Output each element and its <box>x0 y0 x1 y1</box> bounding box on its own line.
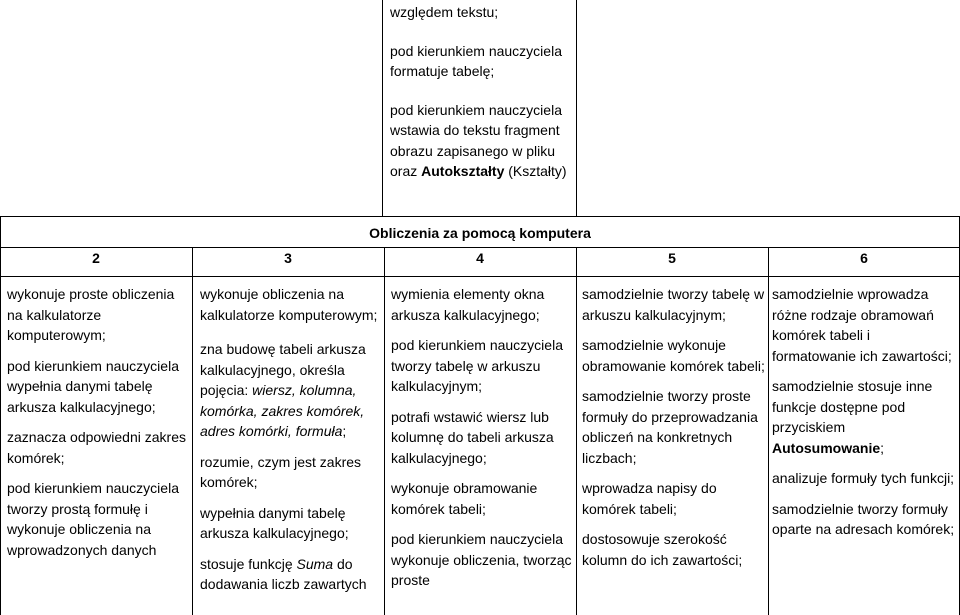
grid-line <box>768 247 769 615</box>
requirement-item: wykonuje proste obliczenia na kalkulatorze komputerowym; <box>7 286 175 343</box>
requirement-item: samodzielnie wykonuje obramowanie komórek tabeli; <box>582 337 765 374</box>
grid-line <box>0 247 960 248</box>
grid-line <box>0 216 1 615</box>
column-number: 2 <box>92 250 100 266</box>
requirement-item: samodzielnie tworzy tabelę w arkuszu kalkulacyjnym; <box>582 286 765 323</box>
grid-line <box>0 276 960 277</box>
requirement-item <box>200 554 380 595</box>
requirement-item: pod kierunkiem nauczyciela tworzy tabelę w arkuszu kalkulacyjnym; <box>391 337 563 394</box>
top-cell-text: pod kierunkiem nauczyciela wstawia do tekstu fragment obrazu zapisanego w pliku oraz <box>390 101 562 179</box>
column-number: 4 <box>476 250 484 266</box>
requirement-text: ; <box>342 423 347 439</box>
top-cell-paragraph: pod kierunkiem nauczyciela formatuje tabelę; <box>390 42 562 79</box>
top-cell <box>390 2 572 182</box>
requirement-text: ; <box>880 439 885 456</box>
requirement-item: pod kierunkiem nauczyciela wypełnia danymi tabelę arkusza kalkulacyjnego; <box>7 357 179 415</box>
grid-line <box>384 247 385 615</box>
requirement-italic-terms: wiersz, kolumna, komórka, zakres komórek, adres komórki, formuła <box>200 382 365 439</box>
requirement-item: wykonuje obramowanie komórek tabeli; <box>391 480 538 517</box>
requirement-item: pod kierunkiem nauczyciela wykonuje obliczenia, tworząc proste <box>391 531 572 588</box>
requirement-bold-term: Autosumowanie <box>772 439 881 456</box>
top-cell-paragraph <box>390 100 572 182</box>
requirement-item: samodzielnie tworzy formuły oparte na adresach komórek; <box>772 500 955 537</box>
requirement-item: samodzielnie tworzy proste formuły do przeprowadzania obliczeń na konkretnych liczbach; <box>582 388 758 466</box>
grid-line <box>576 0 577 216</box>
requirement-text: do dodawania liczb zawartych <box>200 555 367 592</box>
column-6-content <box>772 284 956 540</box>
requirement-item: analizuje formuły tych funkcji; <box>772 470 955 486</box>
grid-line <box>576 247 577 615</box>
column-5-content <box>582 284 766 570</box>
column-3-content <box>200 284 380 595</box>
requirement-item: wprowadza napisy do komórek tabeli; <box>582 480 717 517</box>
requirement-item: potrafi wstawić wiersz lub kolumnę do tabeli arkusza kalkulacyjnego; <box>391 408 554 466</box>
column-4-content <box>391 284 573 591</box>
requirement-item: pod kierunkiem nauczyciela tworzy prostą formułę i wykonuje obliczenia na wprowadzonych danych <box>7 480 179 558</box>
top-cell-bold-term: Autokształty <box>421 163 505 179</box>
grid-line <box>382 0 383 216</box>
requirement-item: zaznacza odpowiedni zakres komórek; <box>7 429 186 466</box>
grid-line <box>0 216 960 217</box>
requirement-item <box>772 376 956 458</box>
requirement-item: wypełnia danymi tabelę arkusza kalkulacyjnego; <box>200 504 349 541</box>
requirement-item: rozumie, czym jest zakres komórek; <box>200 453 362 490</box>
column-number: 3 <box>284 250 292 266</box>
requirement-item: dostosowuje szerokość kolumn do ich zawartości; <box>582 531 743 568</box>
requirement-item: samodzielnie wprowadza różne rodzaje obramowań komórek tabeli i formatowanie ich zawartości; <box>772 286 952 364</box>
requirement-italic-term: Suma <box>296 555 334 572</box>
section-title: Obliczenia za pomocą komputera <box>369 225 591 241</box>
requirement-item: wykonuje obliczenia na kalkulatorze komputerowym; <box>200 286 378 323</box>
top-cell-tail: (Kształty) <box>504 163 567 179</box>
requirement-text: stosuje funkcję <box>200 555 297 572</box>
requirement-text: zna budowę tabeli arkusza kalkulacyjnego, określa pojęcia: <box>200 341 366 398</box>
requirement-item <box>200 339 380 442</box>
column-number: 5 <box>668 250 676 266</box>
grid-line <box>192 247 193 615</box>
column-number: 6 <box>860 250 868 266</box>
requirement-item: wymienia elementy okna arkusza kalkulacyjnego; <box>391 286 545 323</box>
column-2-content <box>7 284 189 560</box>
top-cell-paragraph: względem tekstu; <box>390 4 499 20</box>
requirement-text: samodzielnie stosuje inne funkcje dostępne pod przyciskiem <box>772 378 933 435</box>
